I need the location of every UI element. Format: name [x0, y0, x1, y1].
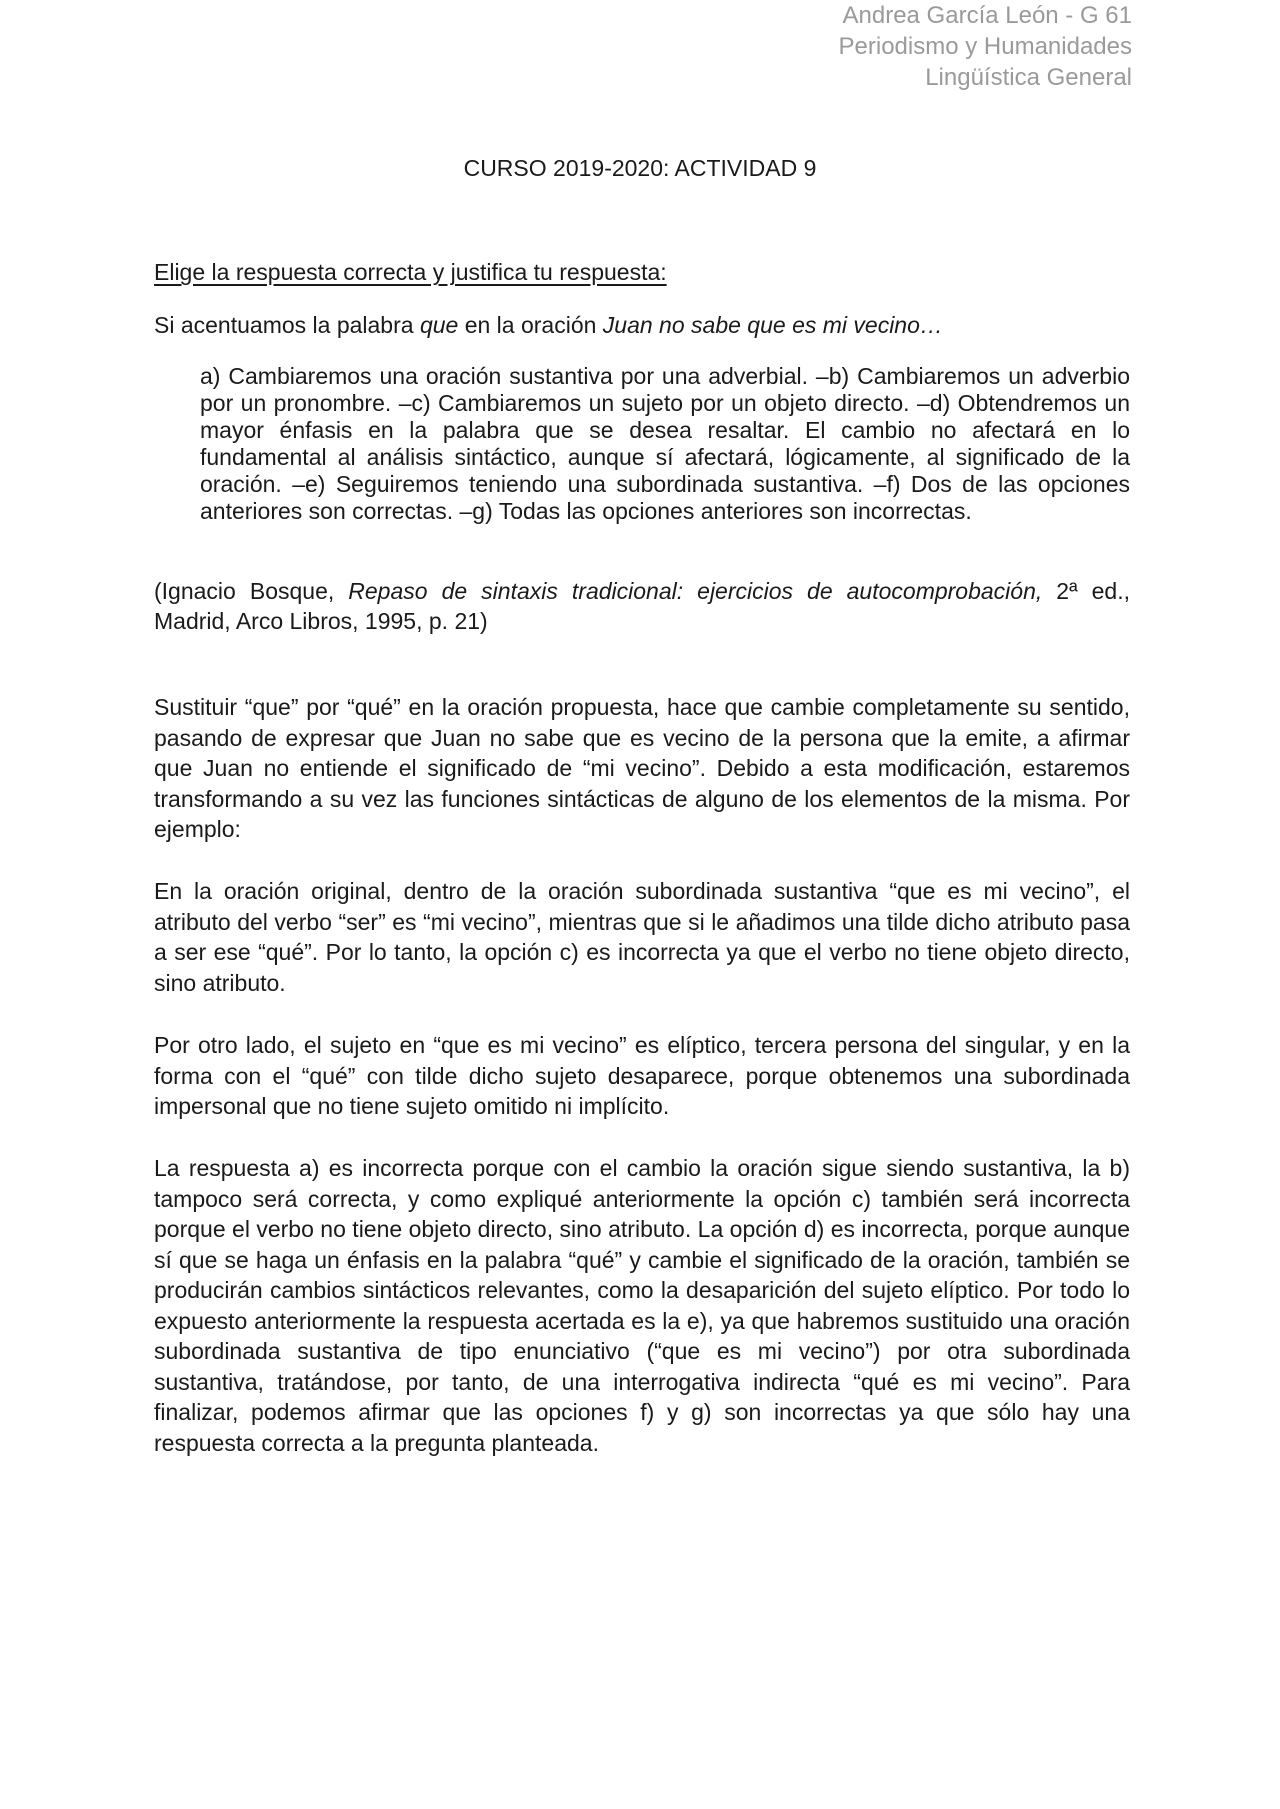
question-prefix: Si acentuamos la palabra: [154, 312, 420, 338]
question-sentence: Juan no sabe que es mi vecino…: [602, 312, 943, 338]
answer-options: a) Cambiaremos una oración sustantiva por una adverbial. –b) Cambiaremos un adverbio por un pronombre. –c) Cambiaremos un sujeto por un objeto directo. –d) Obtendremos un mayor énfasis en la palabra que se desea resaltar. El cambio no afectará en lo fundamental al análisis sintáctico, aunque sí afectará, lógicamente, al significado de la oración. –e) Seguiremos teniendo una subordinada sustantiva. –f) Dos de las opciones anteriores son correctas. –g) Todas las opciones anteriores son incorrectas.: [200, 363, 1130, 524]
citation-suffix: 2ª ed., Madrid, Arco Libros, 1995, p. 21): [154, 578, 1130, 634]
author-header: [839, 0, 1132, 93]
question-word: que: [419, 312, 459, 338]
citation-book-title: Repaso de sintaxis tradicional: ejercicios de autocomprobación,: [348, 578, 1043, 604]
question-middle: en la oración: [458, 312, 603, 338]
course-name: Lingüística General: [925, 64, 1132, 91]
instruction-text: Elige la respuesta correcta y justifica tu respuesta:: [154, 259, 667, 285]
answer-paragraph-2: En la oración original, dentro de la oración subordinada sustantiva “que es mi vecino”, el atributo del verbo “ser” es “mi vecino”, mientras que si le añadimos una tilde dicho atributo pasa a ser ese “qué”. Por lo tanto, la opción c) es incorrecta ya que el verbo no tiene objeto directo, sino atributo.: [154, 878, 1130, 996]
degree-name: Periodismo y Humanidades: [838, 33, 1132, 60]
document-title: CURSO 2019-2020: ACTIVIDAD 9: [463, 155, 817, 181]
citation-prefix: (Ignacio Bosque,: [154, 578, 349, 604]
question-text: [154, 310, 1130, 340]
answer-paragraph-1: Sustituir “que” por “qué” en la oración propuesta, hace que cambie completamente su sentido, pasando de expresar que Juan no sabe que es vecino de la persona que la emite, a afirmar que Juan no entiende el significado de “mi vecino”. Debido a esta modificación, estaremos transformando a su vez las funciones sintácticas de alguno de los elementos de la misma. Por ejemplo:: [154, 694, 1130, 842]
answer-paragraph-4: La respuesta a) es incorrecta porque con el cambio la oración sigue siendo sustantiva, la b) tampoco será correcta, y como expliqué anteriormente la opción c) también será incorrecta porque el verbo no tiene objeto directo, sino atributo. La opción d) es incorrecta, porque aunque sí que se haga un énfasis en la palabra “qué” y cambie el significado de la oración, también se producirán cambios sintácticos relevantes, como la desaparición del sujeto elíptico. Por todo lo expuesto anteriormente la respuesta acertada es la e), ya que habremos sustituido una oración subordinada sustantiva de tipo enunciativo (“que es mi vecino”) por otra subordinada sustantiva, tratándose, por tanto, de una interrogativa indirecta “qué es mi vecino”. Para finalizar, podemos afirmar que las opciones f) y g) son incorrectas ya que sólo hay una respuesta correcta a la pregunta planteada.: [154, 1155, 1130, 1456]
answer-paragraph-3: Por otro lado, el sujeto en “que es mi vecino” es elíptico, tercera persona del singular, y en la forma con el “qué” con tilde dicho sujeto desaparece, porque obtenemos una subordinada impersonal que no tiene sujeto omitido ni implícito.: [154, 1032, 1130, 1119]
citation: [154, 576, 1130, 636]
author-name: Andrea García León - G 61: [842, 2, 1132, 29]
